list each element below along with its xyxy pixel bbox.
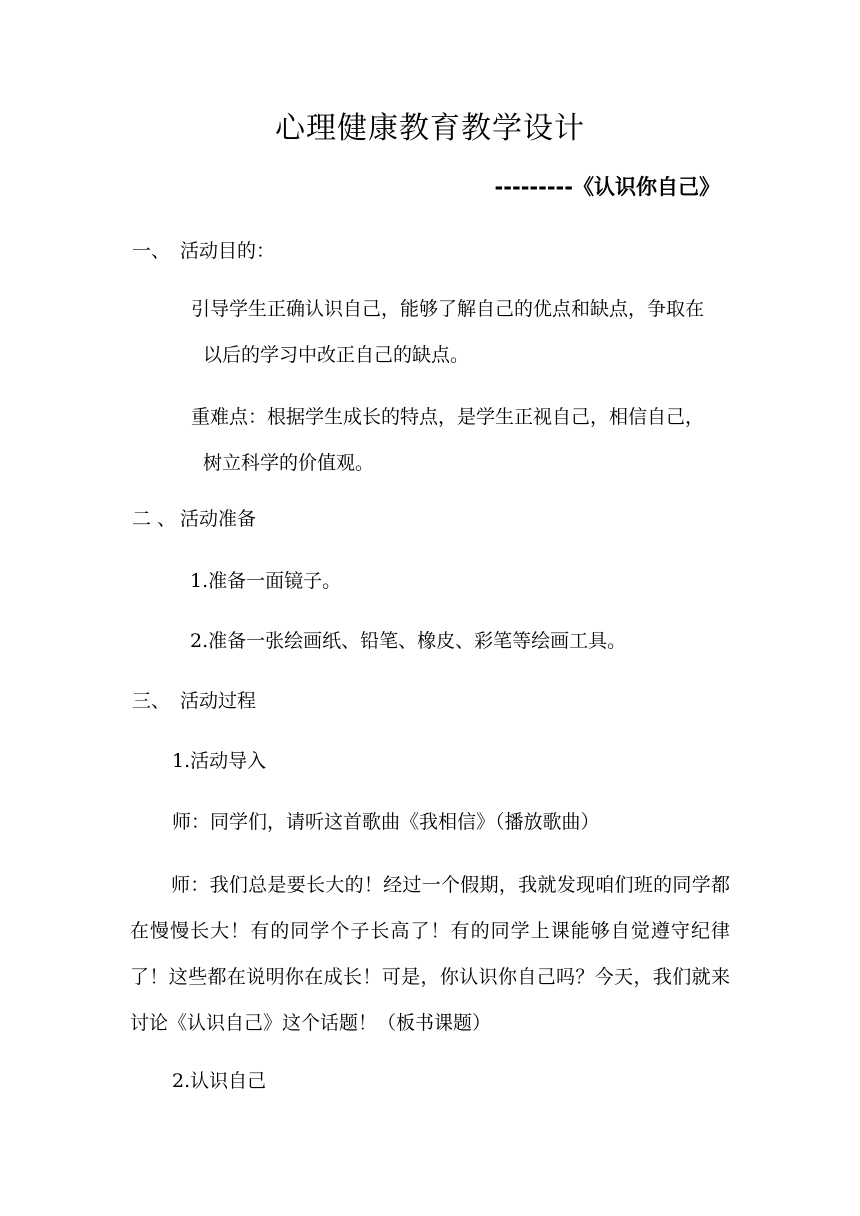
section1-goal-line2: 以后的学习中改正自己的缺点。	[203, 344, 470, 366]
section1-title: 活动目的：	[180, 240, 276, 262]
document-subtitle: ---------《认识你自己》	[494, 175, 720, 199]
section3-title: 活动过程	[180, 690, 257, 712]
section2-item-2: 2.准备一张绘画纸、铅笔、橡皮、彩笔等绘画工具。	[190, 630, 627, 652]
document-title: 心理健康教育教学设计	[275, 111, 585, 146]
section1-number: 一、	[132, 240, 171, 262]
section3-teacher-paragraph-2: 师：我们总是要长大的！经过一个假期，我就发现咱们班的同学都在慢慢长大！有的同学个子长高了！有的同学上课能够自觉遵守纪律了！这些都在说明你在成长！可是，你认识你自己吗？今天，我们就来讨论《认识自己》这个话题！（板书课题）	[130, 874, 730, 1034]
section1-key-line2: 树立科学的价值观。	[203, 452, 375, 474]
section2-item-1: 1.准备一面镜子。	[190, 570, 342, 592]
section3-heading	[132, 686, 256, 716]
section3-step-2: 2.认识自己	[172, 1070, 267, 1092]
section2-heading	[132, 504, 256, 534]
section2-number: 二 、	[132, 508, 177, 530]
section1-key-line1: 重难点：根据学生成长的特点，是学生正视自己，相信自己，	[191, 406, 705, 428]
section2-title: 活动准备	[180, 508, 257, 530]
section3-step-1: 1.活动导入	[172, 750, 267, 772]
section1-key-points	[191, 394, 731, 486]
section1-heading	[132, 236, 275, 266]
section3-number: 三、	[132, 690, 171, 712]
section3-teacher-line-1: 师：同学们，请听这首歌曲《我相信》（播放歌曲）	[172, 811, 600, 833]
section1-goal-line1: 引导学生正确认识自己，能够了解自己的优点和缺点，争取在	[191, 298, 705, 320]
section1-goal	[191, 286, 731, 378]
